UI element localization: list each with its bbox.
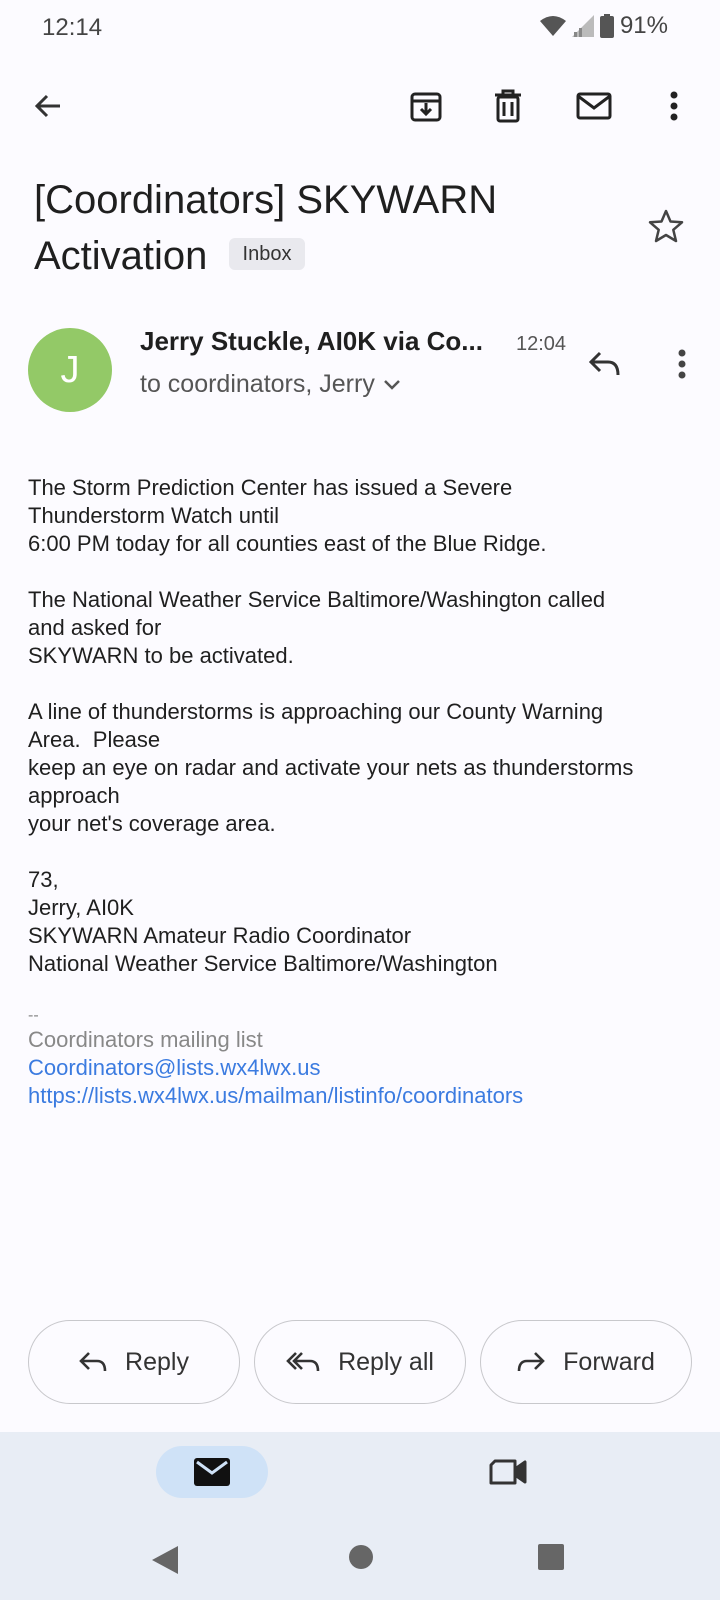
status-bar — [0, 0, 720, 56]
reply-icon — [79, 1351, 107, 1373]
back-button[interactable] — [20, 78, 76, 134]
reply-all-icon — [286, 1351, 320, 1373]
mailing-list-footer — [28, 1006, 523, 1110]
status-time: 12:14 — [42, 14, 103, 41]
recipients-text: to coordinators, Jerry — [140, 370, 375, 398]
email-body: The Storm Prediction Center has issued a Severe Thunderstorm Watch until 6:00 PM today for all counties east of the Blue Ridge. The National Weather Service Baltimore/Washington called and asked for SKYWARN to be activated. A line of thunderstorms is approaching our County Warning Area. Please keep an eye on radar and activate your nets as thunderstorms approach your net's coverage area. 73, Jerry, AI0K SKYWARN Amateur Radio Coordinator National Weather Service Baltimore/Washington — [28, 475, 634, 976]
status-icons — [540, 12, 668, 40]
reply-label: Reply — [125, 1347, 189, 1376]
circle-home-icon — [348, 1544, 374, 1570]
reply-button[interactable] — [28, 1320, 240, 1404]
quick-reply-button[interactable] — [576, 336, 632, 392]
forward-icon — [517, 1351, 545, 1373]
mail-filled-icon — [194, 1458, 230, 1486]
archive-icon — [409, 89, 443, 123]
message-menu-button[interactable] — [654, 336, 710, 392]
signature-separator: -- — [28, 1007, 39, 1024]
battery-icon — [600, 14, 614, 38]
mailing-list-url-link[interactable]: https://lists.wx4lwx.us/mailman/listinfo/coordinators — [28, 1083, 524, 1108]
more-vert-icon — [678, 349, 686, 379]
signal-icon — [572, 15, 594, 37]
system-recents-button[interactable] — [538, 1544, 564, 1575]
star-icon — [648, 209, 684, 243]
battery-level: 91% — [619, 12, 668, 39]
sender-name: Jerry Stuckle, AI0K via Co... — [140, 326, 483, 356]
nav-meet-tab[interactable] — [482, 1446, 534, 1498]
mailing-list-email-link[interactable]: Coordinators@lists.wx4lwx.us — [28, 1055, 321, 1080]
forward-button[interactable] — [480, 1320, 692, 1404]
mark-unread-button[interactable] — [566, 78, 622, 134]
more-vert-icon — [670, 91, 678, 121]
mail-icon — [576, 92, 612, 120]
inbox-label-chip[interactable]: Inbox — [229, 238, 306, 270]
reply-icon — [588, 351, 620, 377]
system-back-button[interactable] — [150, 1544, 180, 1581]
subject-text: [Coordinators] SKYWARN Activation — [34, 178, 498, 278]
star-button[interactable] — [638, 198, 694, 254]
wifi-icon — [540, 15, 566, 37]
trash-icon — [493, 89, 523, 123]
bottom-navigation — [0, 1432, 720, 1600]
reply-all-label: Reply all — [338, 1347, 434, 1376]
nav-mail-tab[interactable] — [156, 1446, 268, 1498]
email-subject — [34, 172, 634, 284]
system-home-button[interactable] — [348, 1544, 374, 1575]
app-bar — [0, 70, 720, 150]
delete-button[interactable] — [480, 78, 536, 134]
video-camera-icon — [489, 1458, 527, 1486]
archive-button[interactable] — [398, 78, 454, 134]
recipients-toggle[interactable] — [140, 370, 401, 399]
reply-all-button[interactable] — [254, 1320, 466, 1404]
square-recents-icon — [538, 1544, 564, 1570]
email-time: 12:04 — [516, 333, 567, 355]
mailing-list-name: Coordinators mailing list — [28, 1027, 263, 1052]
overflow-menu-button[interactable] — [646, 78, 702, 134]
triangle-back-icon — [150, 1544, 180, 1576]
arrow-back-icon — [32, 90, 64, 122]
chevron-down-icon — [383, 379, 401, 391]
sender-avatar[interactable]: J — [28, 328, 112, 412]
forward-label: Forward — [563, 1347, 655, 1376]
